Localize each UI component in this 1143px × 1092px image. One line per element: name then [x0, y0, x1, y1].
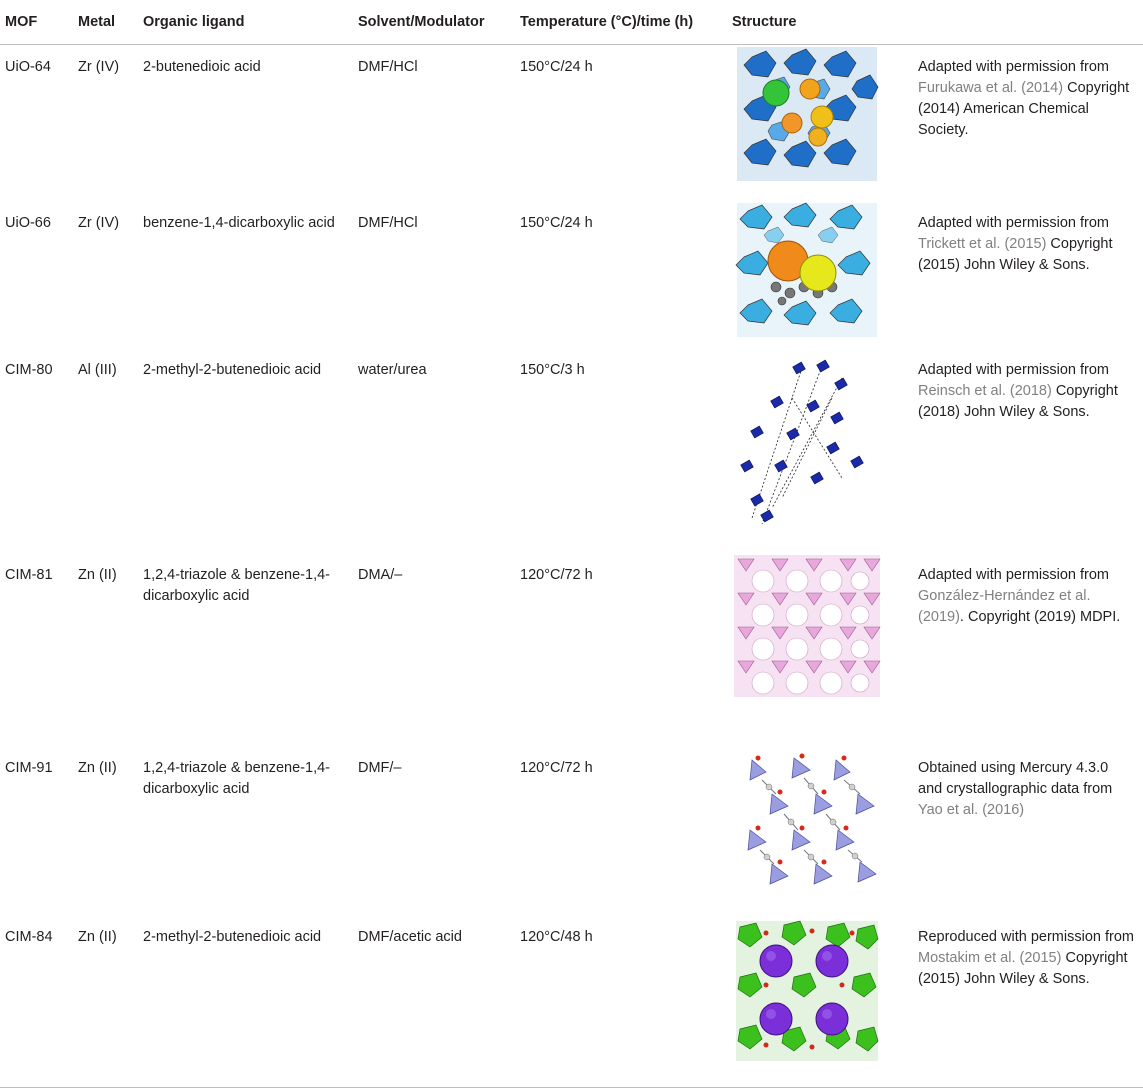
caption-text: . Copyright (2019) MDPI.: [959, 609, 1121, 625]
citation-link[interactable]: Mostakim et al. (2015): [918, 950, 1062, 966]
cim84-structure-image: [732, 919, 882, 1063]
caption-text: Adapted with permission from: [918, 362, 1109, 378]
citation-link[interactable]: Yao et al. (2016): [918, 802, 1025, 818]
mof-name: CIM-81: [5, 567, 53, 583]
organic-ligand: 2-methyl-2-butenedioic acid: [143, 929, 322, 945]
cim80-structure-image: [732, 358, 882, 528]
mof-name: CIM-84: [5, 929, 53, 945]
temperature-time: 120°C/72 h: [520, 567, 593, 583]
caption-text: Copyright (2015) John Wiley & Sons.: [918, 950, 1128, 987]
solvent-modulator: water/urea: [358, 362, 427, 378]
mof-name: CIM-91: [5, 760, 53, 776]
citation-link[interactable]: Trickett et al. (2015): [918, 236, 1047, 252]
solvent-modulator: DMF/–: [358, 760, 402, 776]
solvent-modulator: DMF/HCl: [358, 59, 418, 75]
header-structure: Structure: [732, 14, 797, 30]
citation-link[interactable]: González-Hernández et al. (2019): [918, 588, 1091, 625]
metal: Zn (II): [78, 760, 117, 776]
structure-caption: [918, 213, 1136, 276]
cim91-structure-image: [732, 750, 882, 900]
temperature-time: 120°C/48 h: [520, 929, 593, 945]
citation-link[interactable]: Furukawa et al. (2014): [918, 80, 1064, 96]
header-solvent: Solvent/Modulator: [358, 14, 485, 30]
mof-name: UiO-66: [5, 215, 51, 231]
solvent-modulator: DMF/HCl: [358, 215, 418, 231]
organic-ligand: 2-methyl-2-butenedioic acid: [143, 362, 322, 378]
organic-ligand: 1,2,4-triazole & benzene-1,4-dicarboxylic acid: [143, 760, 330, 797]
temperature-time: 120°C/72 h: [520, 760, 593, 776]
citation-link[interactable]: Reinsch et al. (2018): [918, 383, 1052, 399]
caption-text: Obtained using Mercury 4.3.0 and crystallographic data from: [918, 760, 1113, 797]
structure-caption: [918, 360, 1136, 423]
table-bottom-rule: [0, 1087, 1143, 1088]
organic-ligand: 2-butenedioic acid: [143, 59, 261, 75]
header-temperature: Temperature (°C)/time (h): [520, 14, 694, 30]
metal: Al (III): [78, 362, 117, 378]
header-ligand: Organic ligand: [143, 14, 245, 30]
solvent-modulator: DMF/acetic acid: [358, 929, 462, 945]
structure-caption: [918, 758, 1136, 821]
organic-ligand: 1,2,4-triazole & benzene-1,4-dicarboxylic acid: [143, 567, 330, 604]
caption-text: Reproduced with permission from: [918, 929, 1134, 945]
caption-text: Adapted with permission from: [918, 215, 1109, 231]
caption-text: Adapted with permission from: [918, 567, 1109, 583]
metal: Zn (II): [78, 929, 117, 945]
mof-name: CIM-80: [5, 362, 53, 378]
caption-text: Adapted with permission from: [918, 59, 1109, 75]
metal: Zr (IV): [78, 59, 120, 75]
uio66-structure-image: [732, 201, 882, 339]
organic-ligand: benzene-1,4-dicarboxylic acid: [143, 215, 335, 231]
temperature-time: 150°C/3 h: [520, 362, 585, 378]
caption-text: Copyright (2014) American Chemical Society.: [918, 80, 1130, 138]
structure-caption: [918, 927, 1136, 990]
structure-caption: [918, 565, 1136, 628]
mof-name: UiO-64: [5, 59, 51, 75]
cim81-structure-image: [732, 553, 882, 699]
caption-text: Copyright (2015) John Wiley & Sons.: [918, 236, 1113, 273]
temperature-time: 150°C/24 h: [520, 59, 593, 75]
structure-caption: [918, 57, 1136, 141]
uio64-structure-image: [732, 45, 882, 183]
metal: Zn (II): [78, 567, 117, 583]
solvent-modulator: DMA/–: [358, 567, 403, 583]
header-metal: Metal: [78, 14, 116, 30]
table-header: [0, 0, 1143, 45]
caption-text: Copyright (2018) John Wiley & Sons.: [918, 383, 1118, 420]
temperature-time: 150°C/24 h: [520, 215, 593, 231]
header-mof: MOF: [5, 14, 38, 30]
metal: Zr (IV): [78, 215, 120, 231]
